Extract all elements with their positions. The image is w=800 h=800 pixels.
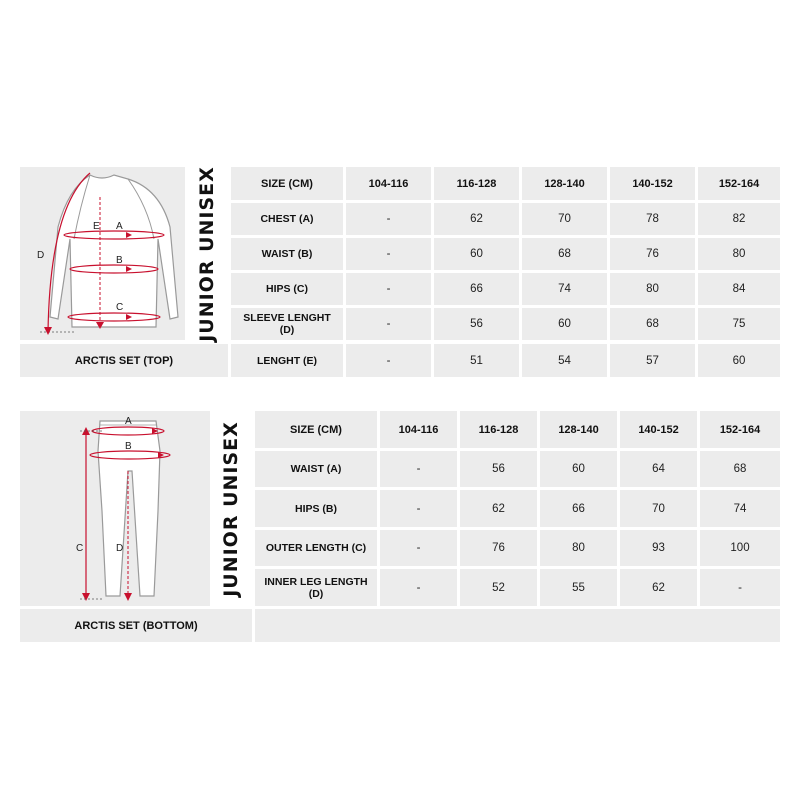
bottom-cell: - (380, 569, 457, 606)
top-header-col-3: 128-140 (522, 167, 607, 200)
bottom-cell: 68 (700, 451, 780, 487)
bottom-empty-cell (255, 609, 780, 642)
bottom-cell: 70 (620, 490, 697, 527)
top-set-name: ARCTIS SET (TOP) (20, 344, 228, 377)
bottom-cell: 64 (620, 451, 697, 487)
bottom-header-size: SIZE (CM) (255, 411, 377, 448)
top-cell: 80 (698, 238, 780, 270)
bottom-cell: 93 (620, 530, 697, 566)
bottom-row-label: HIPS (B) (255, 490, 377, 527)
top-cell: 57 (610, 344, 695, 377)
bottom-row-label: OUTER LENGTH (C) (255, 530, 377, 566)
top-cell: 84 (698, 273, 780, 305)
letter-c: C (116, 302, 124, 313)
letter-a: A (116, 221, 123, 232)
top-cell: 60 (698, 344, 780, 377)
top-cell: 60 (434, 238, 519, 270)
top-header-col-2: 116-128 (434, 167, 519, 200)
bottom-row-label: INNER LEG LENGTH (D) (255, 569, 377, 606)
letter-d: D (37, 250, 45, 261)
bottom-cell: 60 (540, 451, 617, 487)
top-cell: - (346, 203, 431, 235)
bottom-row-label: WAIST (A) (255, 451, 377, 487)
letter-d: D (116, 543, 124, 554)
top-cell: - (346, 308, 431, 340)
top-cell: - (346, 344, 431, 377)
top-cell: 68 (522, 238, 607, 270)
bottom-cell: - (380, 530, 457, 566)
bottom-cell: 56 (460, 451, 537, 487)
top-cell: 78 (610, 203, 695, 235)
top-cell: 62 (434, 203, 519, 235)
bottom-cell: 100 (700, 530, 780, 566)
bottom-header-col-2: 116-128 (460, 411, 537, 448)
bottom-cell: - (700, 569, 780, 606)
top-header-col-1: 104-116 (346, 167, 431, 200)
top-cell: 75 (698, 308, 780, 340)
top-cell: 70 (522, 203, 607, 235)
top-header-col-4: 140-152 (610, 167, 695, 200)
bottom-cell: 62 (620, 569, 697, 606)
letter-e: E (93, 221, 100, 232)
top-cell: 68 (610, 308, 695, 340)
letter-c: C (76, 543, 84, 554)
bottom-set-name: ARCTIS SET (BOTTOM) (20, 609, 252, 642)
top-header-col-5: 152-164 (698, 167, 780, 200)
bottom-cell: 74 (700, 490, 780, 527)
bottom-vertical-title: JUNIOR UNISEX (220, 420, 243, 597)
top-cell: 56 (434, 308, 519, 340)
top-cell: 54 (522, 344, 607, 377)
top-cell: 60 (522, 308, 607, 340)
bottom-cell: - (380, 451, 457, 487)
bottom-header-col-4: 140-152 (620, 411, 697, 448)
top-cell: 82 (698, 203, 780, 235)
bottom-cell: 62 (460, 490, 537, 527)
top-illustration-panel (20, 167, 185, 340)
bottom-cell: 66 (540, 490, 617, 527)
top-cell: 76 (610, 238, 695, 270)
top-row-label: CHEST (A) (231, 203, 343, 235)
top-cell: - (346, 238, 431, 270)
top-row-label: LENGHT (E) (231, 344, 343, 377)
bottom-header-col-1: 104-116 (380, 411, 457, 448)
letter-a: A (125, 416, 132, 427)
top-row-label: HIPS (C) (231, 273, 343, 305)
top-cell: - (346, 273, 431, 305)
bottom-cell: 76 (460, 530, 537, 566)
bottom-cell: - (380, 490, 457, 527)
top-header-size: SIZE (CM) (231, 167, 343, 200)
bottom-cell: 52 (460, 569, 537, 606)
top-cell: 80 (610, 273, 695, 305)
bottom-illustration-panel (20, 411, 210, 606)
shirt-diagram (20, 167, 185, 340)
letter-b: B (116, 255, 123, 266)
bottom-cell: 55 (540, 569, 617, 606)
top-row-label: SLEEVE LENGHT (D) (231, 308, 343, 340)
bottom-header-col-3: 128-140 (540, 411, 617, 448)
letter-b: B (125, 441, 132, 452)
leggings-diagram (20, 411, 210, 606)
bottom-header-col-5: 152-164 (700, 411, 780, 448)
top-cell: 51 (434, 344, 519, 377)
top-row-label: WAIST (B) (231, 238, 343, 270)
bottom-cell: 80 (540, 530, 617, 566)
top-cell: 66 (434, 273, 519, 305)
top-vertical-title: JUNIOR UNISEX (196, 165, 219, 342)
top-cell: 74 (522, 273, 607, 305)
